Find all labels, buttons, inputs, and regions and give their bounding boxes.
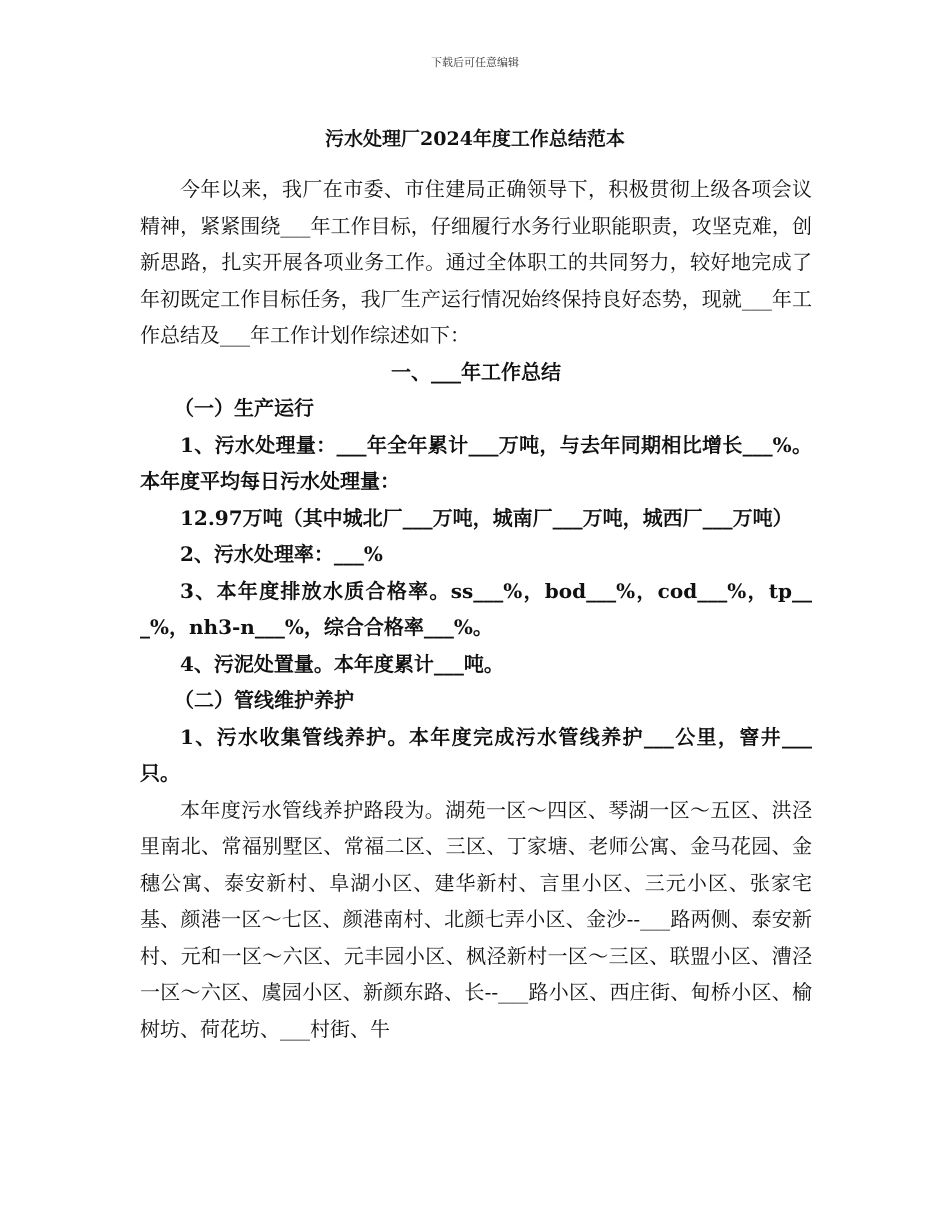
- item-water-quality: 3、本年度排放水质合格率。ss___%，bod___%，cod___%，tp___%，nh3-n___%，综合合格率___%。: [140, 578, 812, 639]
- subsection-heading-1: （一）生产运行: [174, 396, 314, 420]
- header-note: 下载后可任意编辑: [431, 56, 519, 69]
- item-pipeline-maintenance: 1、污水收集管线养护。本年度完成污水管线养护___公里，窨井___只。: [140, 724, 812, 785]
- item-sewage-volume: 1、污水处理量：___年全年累计___万吨，与去年同期相比增长___%。本年度平均每日污水处理量：: [140, 432, 812, 493]
- document-title: 污水处理厂2024年度工作总结范本: [325, 128, 625, 150]
- subsection-heading-2: （二）管线维护养护: [174, 688, 354, 712]
- item-sewage-volume-cont: 12.97万吨（其中城北厂___万吨，城南厂___万吨，城西厂___万吨）: [180, 505, 793, 530]
- item-treatment-rate: 2、污水处理率：___%: [180, 542, 383, 566]
- item-sludge: 4、污泥处置量。本年度累计___吨。: [180, 651, 504, 676]
- section-heading-1: 一、___年工作总结: [391, 359, 561, 384]
- document-body: [140, 171, 812, 1047]
- route-paragraph: 本年度污水管线养护路段为。湖苑一区～四区、琴湖一区～五区、洪泾里南北、常福别墅区、常福二区、三区、丁家塘、老师公寓、金马花园、金穗公寓、泰安新村、阜湖小区、建华新村、言里小区、三元小区、张家宅基、颜港一区～七区、颜港南村、北颜七弄小区、金沙--___路两侧、泰安新村、元和一区～六区、元丰园小区、枫泾新村一区～三区、联盟小区、漕泾一区～六区、虞园小区、新颜东路、长--___路小区、西庄街、甸桥小区、榆树坊、荷花坊、___村街、牛: [140, 797, 812, 1041]
- intro-paragraph: 今年以来，我厂在市委、市住建局正确领导下，积极贯彻上级各项会议精神，紧紧围绕___年工作目标，仔细履行水务行业职能职责，攻坚克难，创新思路，扎实开展各项业务工作。通过全体职工的共同努力，较好地完成了年初既定工作目标任务，我厂生产运行情况始终保持良好态势，现就___年工作总结及___年工作计划作综述如下：: [140, 177, 812, 347]
